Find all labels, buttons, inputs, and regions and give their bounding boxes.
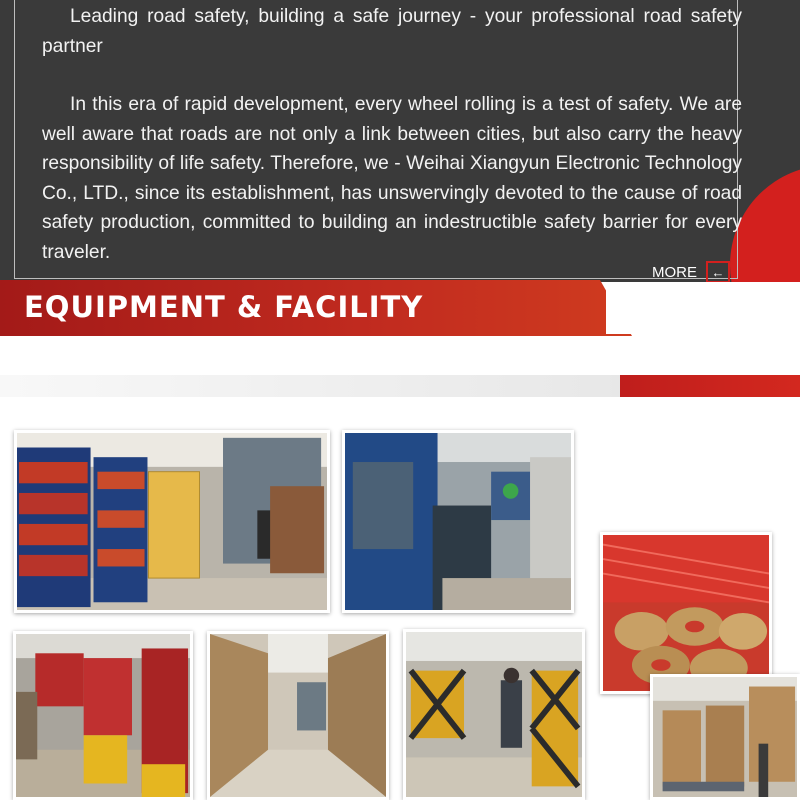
more-label: MORE <box>652 263 697 281</box>
red-reflector-rolls-image <box>603 535 769 691</box>
intro-body: In this era of rapid development, every wheel rolling is a test of safety. We are well aware that roads are not only a link between cities, but also carry the heavy responsibility of life safety. Therefore, we - Weihai Xiangyun Electronic Technology Co., LTD., since its establishment, has unswervingly devoted to the cause of road safety production, committed to building an indestructible safety barrier for every traveler. <box>42 94 742 263</box>
injection-machines-image <box>345 433 571 610</box>
intro-headline: Leading road safety, building a safe journey - your professional road safety partner <box>42 6 742 57</box>
photo-warehouse-boxes[interactable] <box>14 430 330 613</box>
photo-carton-aisle[interactable] <box>207 631 389 800</box>
photo-red-reflector-rolls[interactable] <box>600 532 772 694</box>
company-intro <box>0 0 800 282</box>
photo-red-delineators[interactable] <box>13 631 193 800</box>
more-link[interactable] <box>652 260 730 282</box>
section-title: EQUIPMENT & FACILITY <box>24 290 424 324</box>
intro-text <box>42 2 742 267</box>
banner-light-panel <box>606 282 800 334</box>
photo-pallet-stacks[interactable] <box>650 674 800 800</box>
photo-barrier-assembly[interactable] <box>403 629 585 800</box>
arrow-left-icon: ← <box>706 261 730 282</box>
pallet-stacks-image <box>653 677 797 797</box>
divider-red-accent <box>620 375 800 397</box>
barrier-assembly-image <box>406 632 582 797</box>
warehouse-boxes-image <box>17 433 327 610</box>
photo-injection-machines[interactable] <box>342 430 574 613</box>
carton-aisle-image <box>210 634 386 797</box>
red-delineators-image <box>16 634 190 797</box>
